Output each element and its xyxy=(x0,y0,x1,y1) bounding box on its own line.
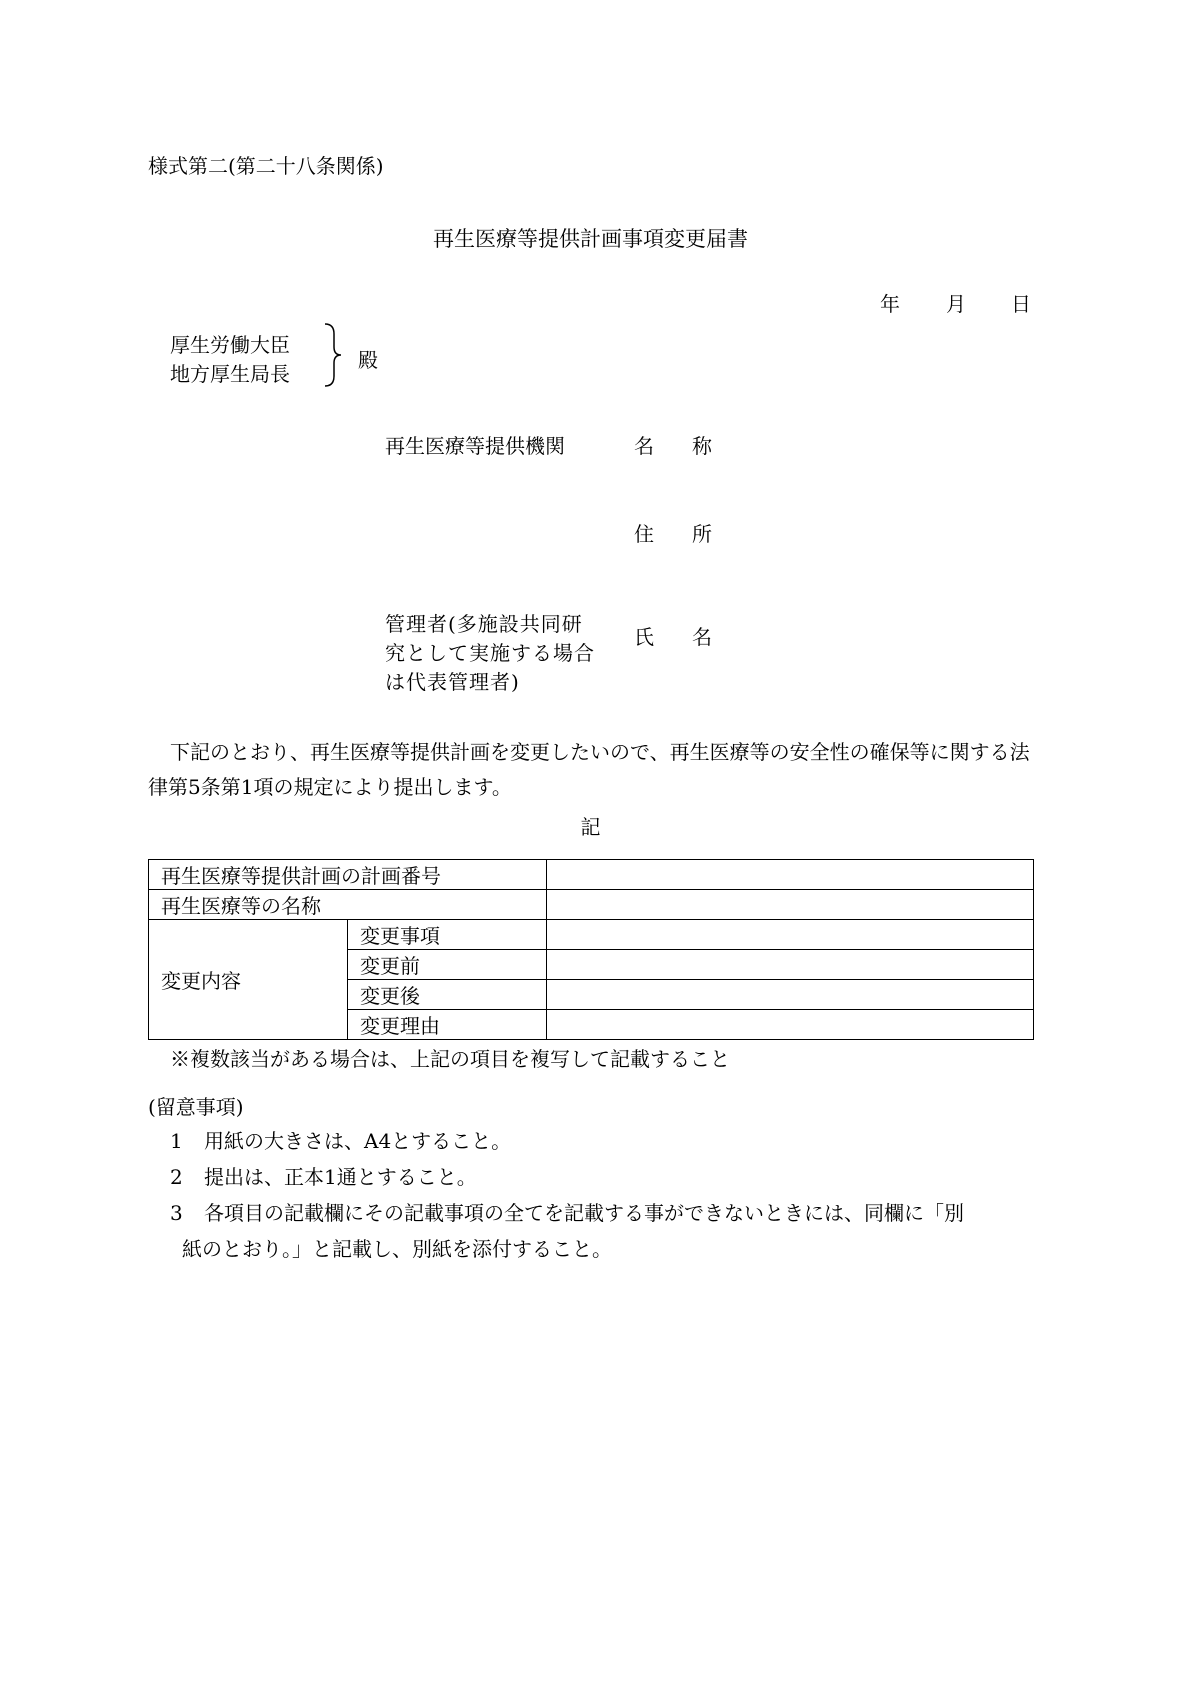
ki-heading: 記 xyxy=(580,815,601,839)
notes-heading: (留意事項) xyxy=(148,1095,244,1119)
after-change-field[interactable] xyxy=(547,980,1034,1010)
plan-number-label: 再生医療等提供計画の計画番号 xyxy=(149,860,547,890)
list-item: 1 用紙の大きさは、A4とすること。 xyxy=(170,1129,512,1153)
table-row xyxy=(149,920,1034,950)
record-table xyxy=(148,859,1034,1040)
before-change-label: 変更前 xyxy=(348,950,547,980)
table-row xyxy=(149,860,1034,890)
change-reason-label: 変更理由 xyxy=(348,1010,547,1040)
document-title: 再生医療等提供計画事項変更届書 xyxy=(433,227,748,251)
date-year-label: 年 xyxy=(880,292,900,316)
body-paragraph: 下記のとおり、再生医療等提供計画を変更したいので、再生医療等の安全性の確保等に関する法律第5条第1項の規定により提出します。 xyxy=(148,740,1030,799)
table-row xyxy=(149,890,1034,920)
address-label: 住 所 xyxy=(634,522,712,546)
change-item-label: 変更事項 xyxy=(348,920,547,950)
plan-number-value-field[interactable] xyxy=(547,860,1034,890)
list-item: 3 各項目の記載欄にその記載事項の全てを記載する事ができないときには、同欄に「別 xyxy=(170,1201,964,1225)
institution-label: 再生医療等提供機関 xyxy=(385,434,565,458)
change-item-field[interactable] xyxy=(547,920,1034,950)
addressee-minister: 厚生労働大臣 xyxy=(170,333,290,357)
before-change-field[interactable] xyxy=(547,950,1034,980)
form-number: 様式第二(第二十八条関係) xyxy=(148,154,384,178)
name-row-label: 再生医療等の名称 xyxy=(149,890,547,920)
honorific: 殿 xyxy=(358,348,378,372)
brace-icon xyxy=(322,322,344,388)
person-name-label: 氏 名 xyxy=(634,625,712,649)
list-item-continuation: 紙のとおり。」と記載し、別紙を添付すること。 xyxy=(182,1237,612,1261)
table-note: ※複数該当がある場合は、上記の項目を複写して記載すること xyxy=(170,1047,730,1071)
manager-label: 管理者(多施設共同研 究として実施する場合 は代表管理者) xyxy=(385,612,595,694)
name-label: 名 称 xyxy=(634,434,712,458)
change-reason-field[interactable] xyxy=(547,1010,1034,1040)
name-value-field[interactable] xyxy=(547,890,1034,920)
date-month-label: 月 xyxy=(946,292,966,316)
change-group-label: 変更内容 xyxy=(149,920,348,1040)
addressee-bureau-director: 地方厚生局長 xyxy=(170,362,290,386)
after-change-label: 変更後 xyxy=(348,980,547,1010)
date-day-label: 日 xyxy=(1011,292,1031,316)
list-item: 2 提出は、正本1通とすること。 xyxy=(170,1165,477,1189)
